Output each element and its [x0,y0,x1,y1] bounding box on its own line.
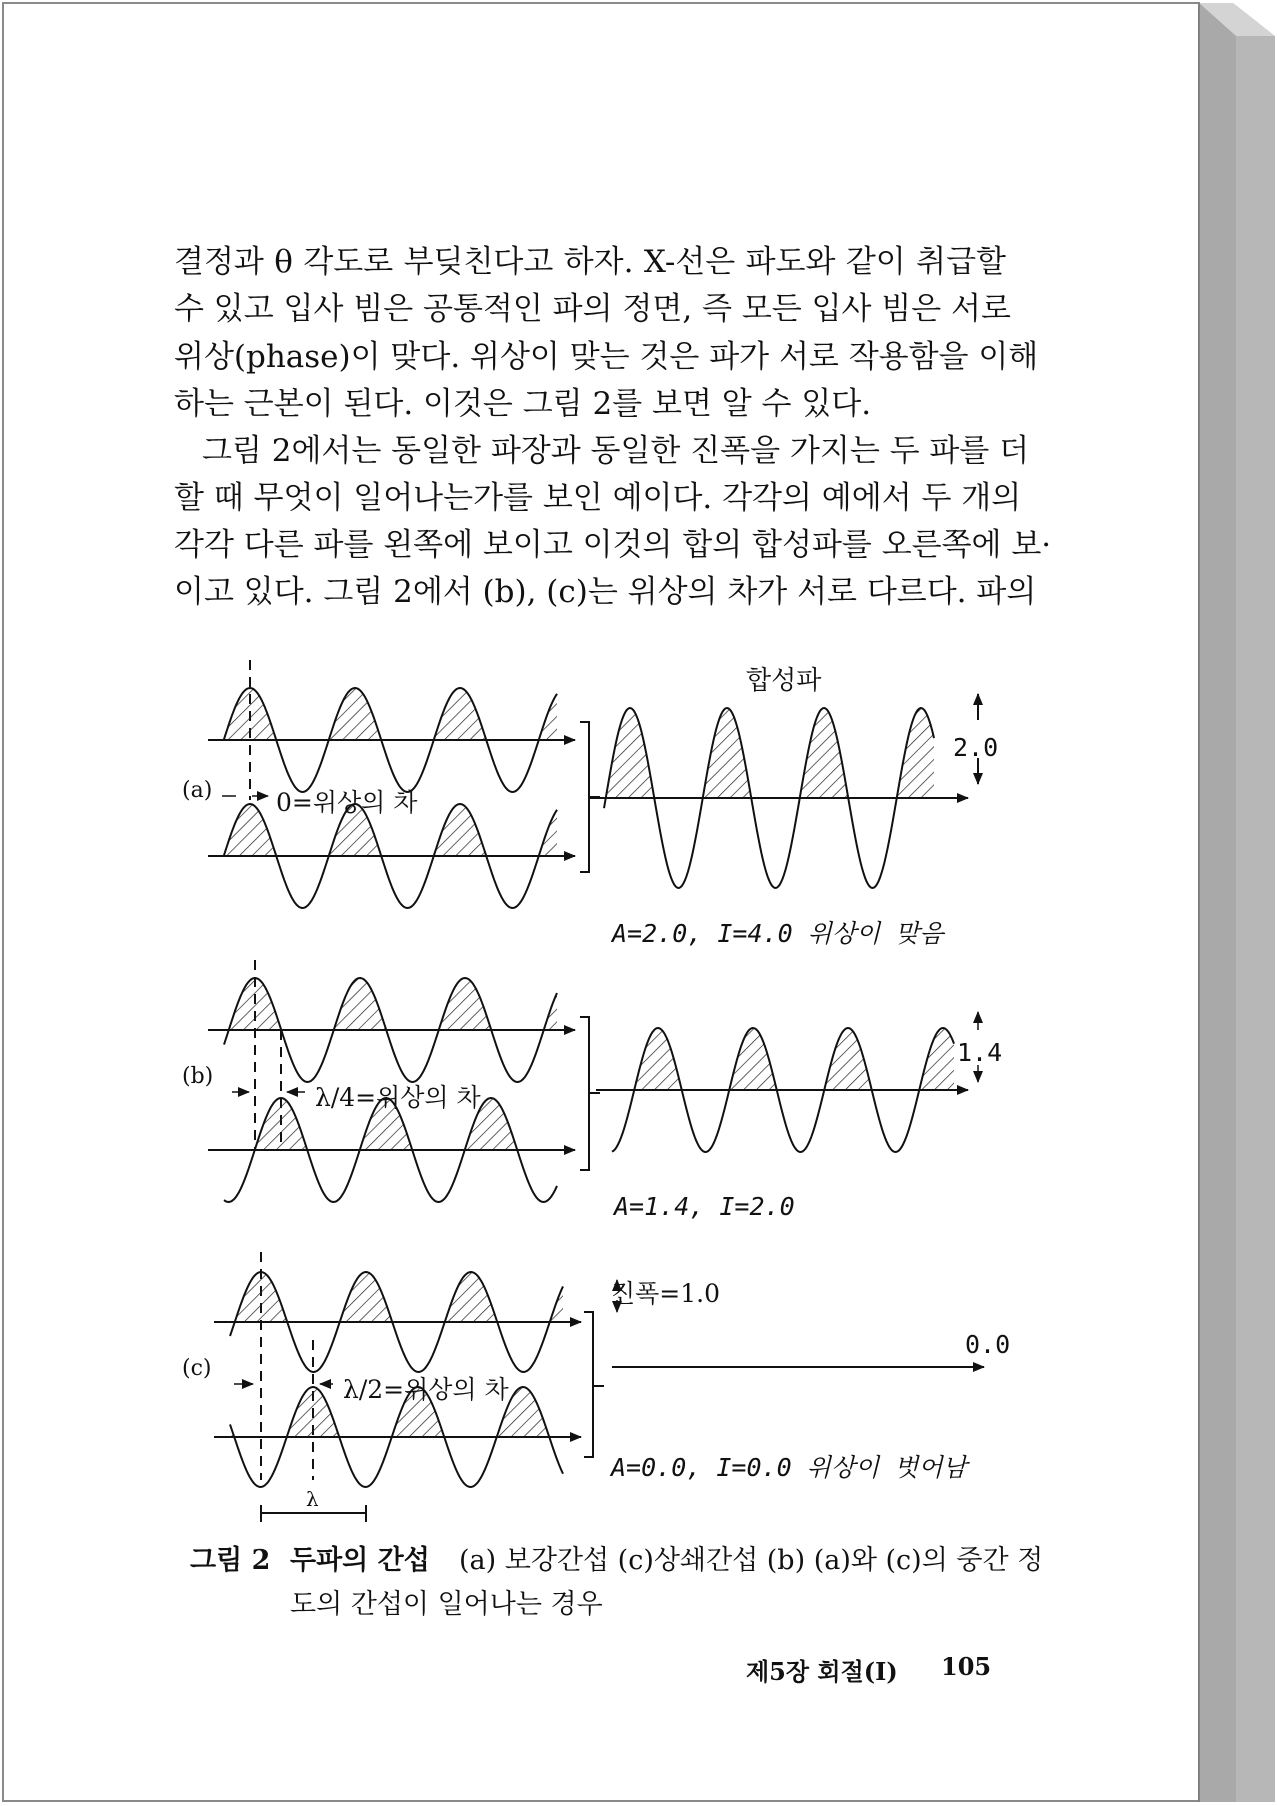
panel-b-amplitude: 1.4 [957,1038,1003,1067]
body-line-7: 각각 다른 파를 왼쪽에 보이고 이것의 합의 합성파를 오른쪽에 보· [174,527,1052,563]
caption-title: 두파의 간섭 [290,1545,430,1576]
panel-b-result: A=1.4, I=2.0 [614,1192,795,1221]
panel-b-resultant [596,1028,968,1152]
panel-a-phase-label: 0=위상의 차 [276,788,418,817]
footer-chapter: 제5장 회절(Ⅰ) [746,1657,898,1686]
caption-number: 그림 2 [190,1545,271,1576]
body-line-5: 그림 2에서는 동일한 파장과 동일한 진폭을 가지는 두 파를 더 [202,433,1030,469]
panel-a-wave-2 [208,804,575,908]
panel-a-wave-1 [208,688,575,792]
caption-text-line2: 도의 간섭이 일어나는 경우 [290,1589,603,1620]
panel-a-resultant [588,708,968,888]
panel-c-wave-1 [214,1272,581,1372]
body-line-1: 결정과 θ 각도로 부딪친다고 하자. X-선은 파도와 같이 취급할 [174,244,1006,280]
panel-a-amplitude: 2.0 [953,733,999,762]
panel-b-wave-1 [208,978,575,1082]
page-number: 105 [941,1652,992,1681]
panel-a-result: A=2.0, I=4.0 위상이 맞음 [612,919,944,948]
caption-text-line1: (a) 보강간섭 (c)상쇄간섭 (b) (a)와 (c)의 중간 정 [459,1545,1044,1576]
panel-c-tag: (c) [182,1356,212,1381]
hatched-crest [920,1028,955,1090]
resultant-wave-label: 합성파 [746,666,822,696]
panel-c-phase-label: λ/2=위상의 차 [343,1375,509,1404]
panel-b-phase-label: λ/4=위상의 차 [315,1083,481,1112]
body-line-8: 이고 있다. 그림 2에서 (b), (c)는 위상의 차가 서로 다르다. 파의 [174,574,1037,610]
panel-b-tag: (b) [182,1064,214,1089]
body-line-3: 위상(phase)이 맞다. 위상이 맞는 것은 파가 서로 작용함을 이해 [174,339,1039,375]
body-line-6: 할 때 무엇이 일어나는가를 보인 예이다. 각각의 예에서 두 개의 [174,480,1022,516]
panel-c-result: A=0.0, I=0.0 위상이 벗어남 [611,1453,967,1482]
body-line-2: 수 있고 입사 빔은 공통적인 파의 정면, 즉 모든 입사 빔은 서로 [174,291,1011,327]
panel-c-amplitude-label: 진폭=1.0 [611,1279,721,1308]
wavelength-label: λ [306,1487,319,1511]
panel-a-tag: (a) [182,778,213,803]
panel-c-amplitude: 0.0 [965,1330,1011,1359]
body-line-4: 하는 근본이 된다. 이것은 그림 2를 보면 알 수 있다. [174,386,872,422]
